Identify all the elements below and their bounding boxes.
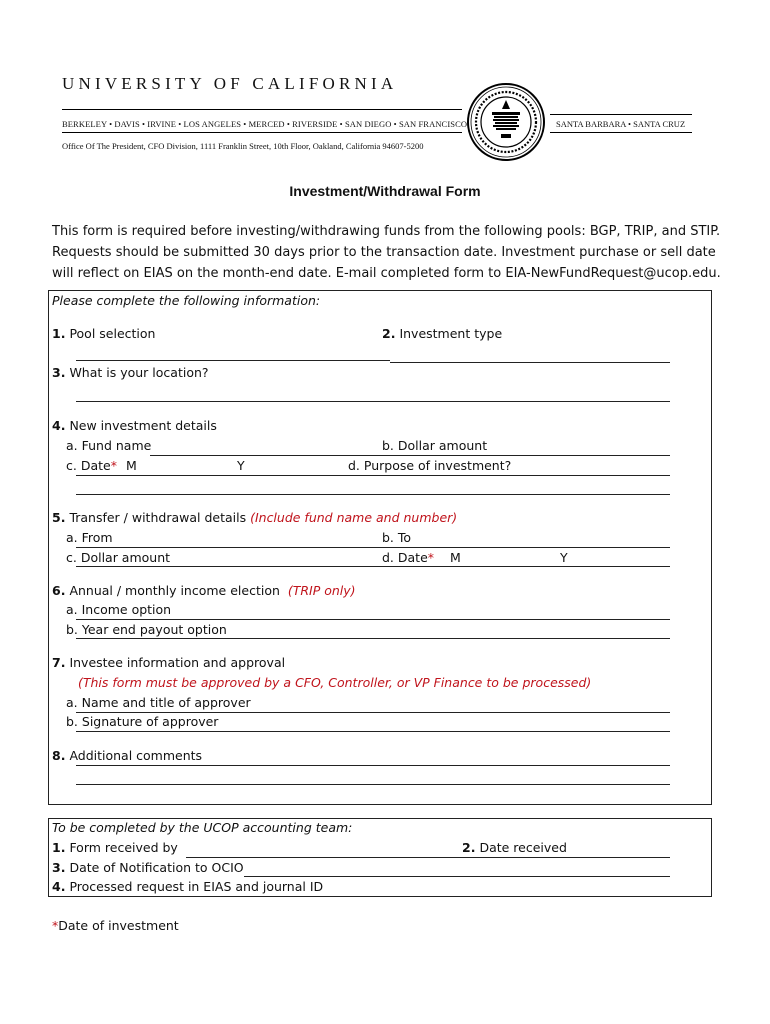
header-divider (62, 132, 462, 133)
transfer-month-label: M (450, 550, 461, 565)
comments-field[interactable] (76, 784, 670, 785)
date-year-label: Y (237, 458, 245, 473)
header-divider (62, 109, 462, 110)
payout-option-field[interactable] (76, 638, 670, 639)
form-instructions: Please complete the following information: (52, 293, 321, 308)
fund-name-label: a. Fund name (66, 438, 152, 453)
approval-note: (This form must be approved by a CFO, Controller, or VP Finance to be processed) (78, 675, 592, 690)
transfer-amount-date-field[interactable] (76, 566, 670, 567)
purpose-label: d. Purpose of investment? (348, 458, 512, 473)
to-label: b. To (382, 530, 412, 545)
approver-signature-label: b. Signature of approver (66, 714, 219, 729)
ucop-instructions: To be completed by the UCOP accounting team: (52, 820, 353, 835)
approver-signature-field[interactable] (76, 731, 670, 732)
q7-label: 7. Investee information and approval (52, 655, 286, 670)
income-option-label: a. Income option (66, 602, 172, 617)
q8-label: 8. Additional comments (52, 748, 203, 763)
notification-date-field[interactable] (244, 876, 670, 877)
date-month-label: M (126, 458, 137, 473)
form-received-label: 1. Form received by (52, 840, 178, 855)
q5-label: 5. Transfer / withdrawal details (Include fund name and number) (52, 510, 458, 525)
location-field[interactable] (76, 401, 670, 402)
campus-list-right: SANTA BARBARA • SANTA CRUZ (556, 119, 686, 129)
transfer-dollar-label: c. Dollar amount (66, 550, 171, 565)
from-label: a. From (66, 530, 113, 545)
transfer-date-label: d. Date* (382, 550, 435, 565)
q4-label: 4. New investment details (52, 418, 217, 433)
university-seal-icon (466, 82, 546, 162)
header-divider (550, 132, 692, 133)
comments-field[interactable] (76, 765, 670, 766)
footnote: *Date of investment (52, 918, 179, 933)
income-option-field[interactable] (76, 619, 670, 620)
date-label: c. Date* (66, 458, 117, 473)
q2-label: 2. Investment type (382, 326, 503, 341)
payout-option-label: b. Year end payout option (66, 622, 227, 637)
form-received-field[interactable] (186, 857, 670, 858)
form-title: Investment/Withdrawal Form (289, 183, 481, 199)
purpose-field[interactable] (76, 494, 670, 495)
from-to-field[interactable] (76, 547, 670, 548)
date-received-label: 2. Date received (462, 840, 567, 855)
q1-label: 1. Pool selection (52, 326, 156, 341)
q3-label: 3. What is your location? (52, 365, 209, 380)
campus-list: BERKELEY • DAVIS • IRVINE • LOS ANGELES • MERCED • RIVERSIDE • SAN DIEGO • SAN FRANCISCO (62, 119, 468, 129)
approver-name-label: a. Name and title of approver (66, 695, 251, 710)
investment-type-field[interactable] (390, 362, 670, 363)
office-address: Office Of The President, CFO Division, 1111 Franklin Street, 10th Floor, Oakland, California 94607-5200 (62, 141, 424, 151)
transfer-year-label: Y (560, 550, 568, 565)
intro-paragraph: This form is required before investing/withdrawing funds from the following pools: BGP, TRIP, and STIP. Requests should be submitted 30 days prior to the transaction date. Investment purchase or sell date will reflect on EIAS on the month-end date. E-mail completed form to EIA-NewFundRequest@ucop.edu. (52, 224, 721, 281)
dollar-amount-label: b. Dollar amount (382, 438, 488, 453)
processed-request-label: 4. Processed request in EIAS and journal ID (52, 879, 324, 894)
university-name: UNIVERSITY OF CALIFORNIA (62, 74, 398, 93)
fund-name-field[interactable] (150, 455, 670, 456)
notification-date-label: 3. Date of Notification to OCIO (52, 860, 244, 875)
header-divider (550, 114, 692, 115)
q6-label: 6. Annual / monthly income election (TRIP only) (52, 583, 356, 598)
date-purpose-field[interactable] (76, 475, 670, 476)
pool-selection-field[interactable] (76, 360, 390, 361)
approver-name-field[interactable] (76, 712, 670, 713)
